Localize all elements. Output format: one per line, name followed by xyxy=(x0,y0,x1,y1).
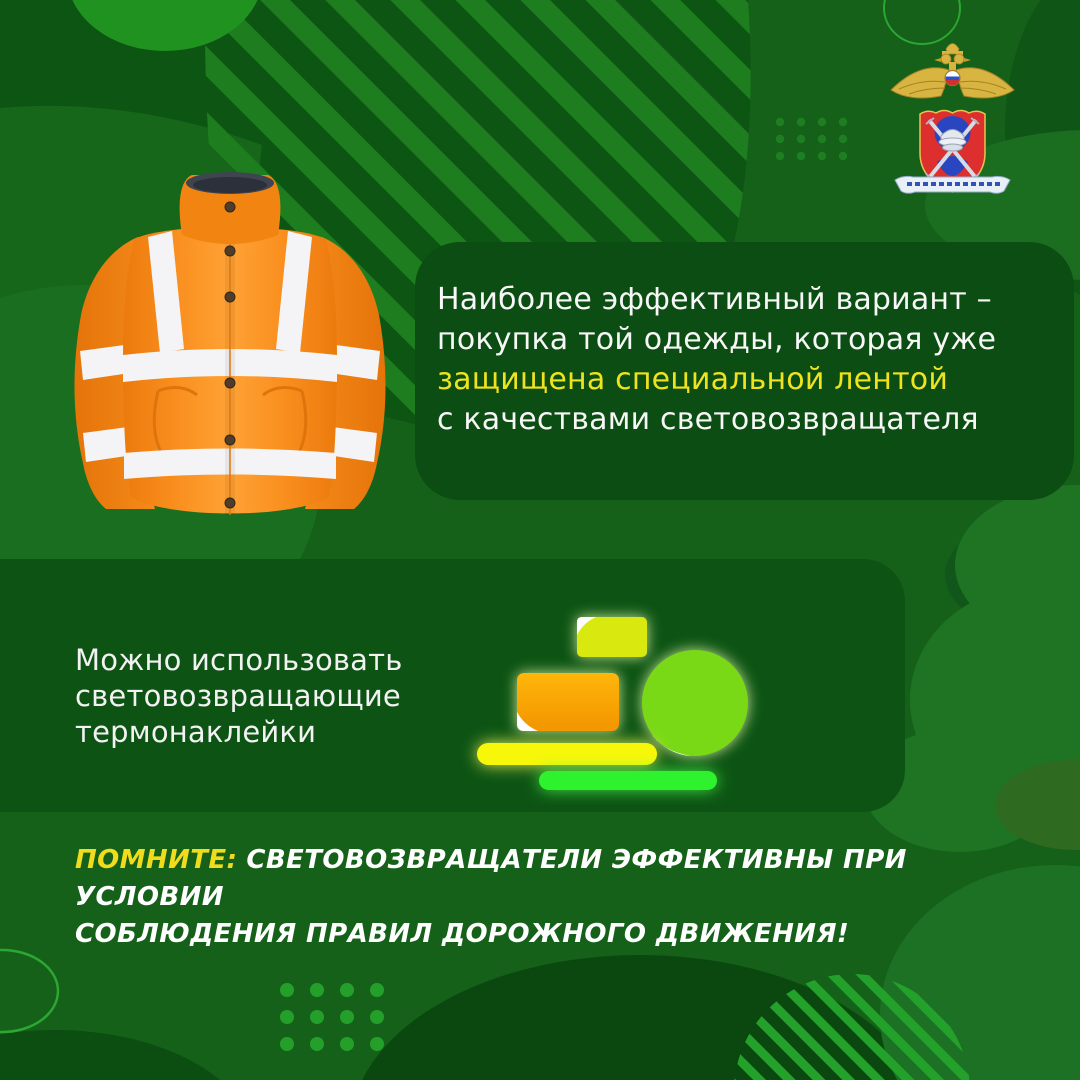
sticker-note-line2: световозвращающие xyxy=(75,679,401,713)
hi-vis-jacket-icon xyxy=(55,163,405,535)
sticker-orange-rect xyxy=(517,673,619,731)
sticker-note-line1: Можно использовать xyxy=(75,643,403,677)
crest-ribbon xyxy=(895,176,1010,193)
sticker-green-bar xyxy=(539,771,717,790)
main-paragraph-line2: покупка той одежды, которая уже xyxy=(437,322,997,357)
main-paragraph-line3-highlight: защищена специальной лентой xyxy=(437,362,949,397)
reminder-label: ПОМНИТЕ: xyxy=(75,845,238,875)
reflective-stickers-icon xyxy=(455,595,775,805)
sticker-note-line3: термонаклейки xyxy=(75,715,317,749)
sticker-yellow-bar xyxy=(477,743,657,765)
sticker-note xyxy=(75,642,475,750)
main-paragraph xyxy=(437,280,1057,440)
reminder-text xyxy=(75,842,1035,953)
main-paragraph-line4: с качествами световозвращателя xyxy=(437,402,979,437)
sticker-green-circle xyxy=(642,650,748,756)
main-paragraph-line1: Наиболее эффективный вариант – xyxy=(437,282,992,317)
crest-eagle xyxy=(891,44,1014,99)
reminder-line1-rest: СВЕТОВОЗВРАЩАТЕЛИ ЭФФЕКТИВНЫ ПРИ УСЛОВИИ xyxy=(75,845,907,912)
sticker-lime-rect xyxy=(577,617,647,657)
reminder-line2: СОБЛЮДЕНИЯ ПРАВИЛ ДОРОЖНОГО ДВИЖЕНИЯ! xyxy=(75,919,850,949)
reminder-line1 xyxy=(75,842,1035,916)
police-crest-icon xyxy=(885,40,1020,198)
jacket-body xyxy=(123,227,337,515)
